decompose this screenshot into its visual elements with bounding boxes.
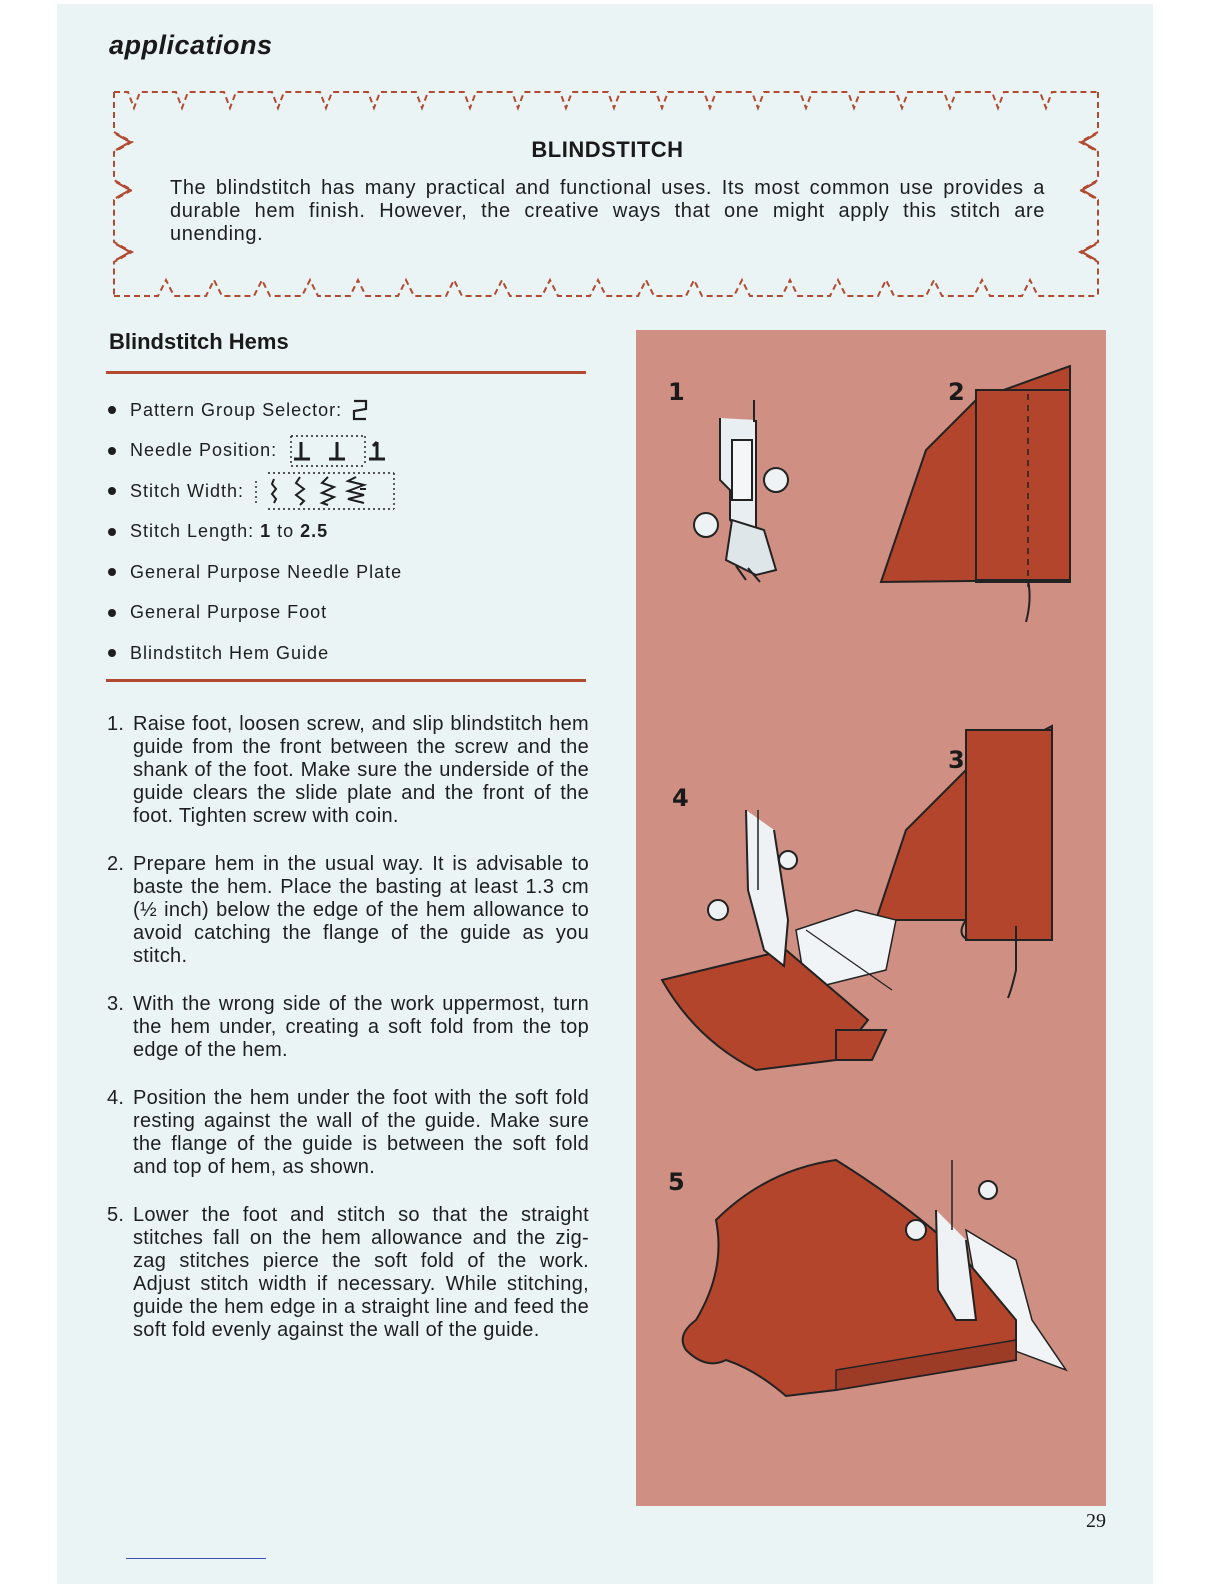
pattern-group-2-icon	[350, 397, 372, 423]
step-item	[107, 1087, 589, 1179]
spec-label: General Purpose Foot	[130, 602, 328, 623]
spec-label: Pattern Group Selector:	[130, 399, 343, 420]
spec-needle-plate	[108, 552, 402, 593]
folded-hem-illustration	[881, 366, 1070, 622]
bullet-icon	[108, 528, 116, 536]
needle-position-icon	[285, 434, 395, 468]
step-text: With the wrong side of the work uppermost, turn the hem under, creating a soft fold from the top edge of the hem.	[133, 993, 589, 1061]
figure-label-5: 5	[668, 1168, 685, 1196]
bullet-icon	[108, 649, 116, 657]
spec-hem-guide	[108, 633, 402, 674]
bottom-divider	[106, 679, 586, 682]
step-number: 3.	[107, 993, 125, 1015]
figure-label-4: 4	[672, 784, 689, 812]
bullet-icon	[108, 447, 116, 455]
step-item	[107, 713, 589, 828]
hems-subheading: Blindstitch Hems	[109, 329, 289, 354]
footer-line	[126, 1558, 266, 1559]
step-number: 1.	[107, 713, 125, 735]
step-text: Lower the foot and stitch so that the straight stitches fall on the hem allowance and the zig-zag stitches pierce the soft fold of the work. Adjust stitch width if necessary. While stitching, guide the hem edge in a straight line and feed the soft fold evenly against the wall of the guide.	[133, 1204, 589, 1341]
figure-label-3: 3	[948, 746, 965, 774]
spec-label: General Purpose Needle Plate	[130, 561, 403, 582]
banner-body: The blindstitch has many practical and functional uses. Its most common use provides a durable hem finish. However, the creative ways that one might apply this stitch are unending.	[170, 177, 1045, 245]
step-number: 2.	[107, 853, 125, 875]
spec-stitch-width	[108, 471, 402, 512]
spec-label: Blindstitch Hem Guide	[130, 642, 330, 663]
page-number: 29	[1086, 1510, 1106, 1532]
spec-foot	[108, 593, 402, 634]
stitch-length-max: 2.5	[300, 521, 329, 542]
stitch-width-icon	[252, 469, 402, 513]
bullet-icon	[108, 487, 116, 495]
step-item	[107, 993, 589, 1062]
instruction-steps	[107, 713, 589, 1367]
step-item	[107, 853, 589, 968]
bullet-icon	[108, 609, 116, 617]
stitch-length-to: to	[277, 521, 295, 542]
spec-label: Stitch Length:	[130, 521, 255, 542]
spec-stitch-length	[108, 512, 402, 553]
step-text: Position the hem under the foot with the soft fold resting against the wall of the guide. Make sure the flange of the guide is between the soft fold and top of hem, as shown.	[133, 1087, 589, 1178]
spec-label: Needle Position:	[130, 440, 278, 461]
illustration-panel	[636, 330, 1106, 1506]
presser-foot-illustration	[694, 400, 788, 582]
machine-stitching-illustration	[662, 810, 896, 1070]
bullet-icon	[108, 406, 116, 414]
stitch-length-min: 1	[260, 521, 272, 542]
figure-label-2: 2	[948, 378, 965, 406]
spec-label: Stitch Width:	[130, 480, 245, 501]
step-text: Prepare hem in the usual way. It is advisable to baste the hem. Place the basting at least 1.3 cm (½ inch) below the edge of the hem allowance to avoid catching the flange of the guide as you stitch.	[133, 853, 589, 967]
spec-pattern-group	[108, 390, 402, 431]
step-item	[107, 1204, 589, 1342]
figure-label-1: 1	[668, 378, 685, 406]
section-title: applications	[109, 30, 273, 60]
step-number: 5.	[107, 1204, 125, 1226]
top-divider	[106, 371, 586, 374]
step-number: 4.	[107, 1087, 125, 1109]
banner-heading: BLINDSTITCH	[531, 137, 684, 162]
step-text: Raise foot, loosen screw, and slip blindstitch hem guide from the front between the screw and the shank of the foot. Make sure the underside of the guide clears the slide plate and the front of the foot. Tighten screw with coin.	[133, 713, 589, 827]
spec-needle-position	[108, 431, 402, 472]
bullet-icon	[108, 568, 116, 576]
settings-list	[108, 390, 402, 674]
garment-hemming-illustration	[683, 1160, 1066, 1396]
